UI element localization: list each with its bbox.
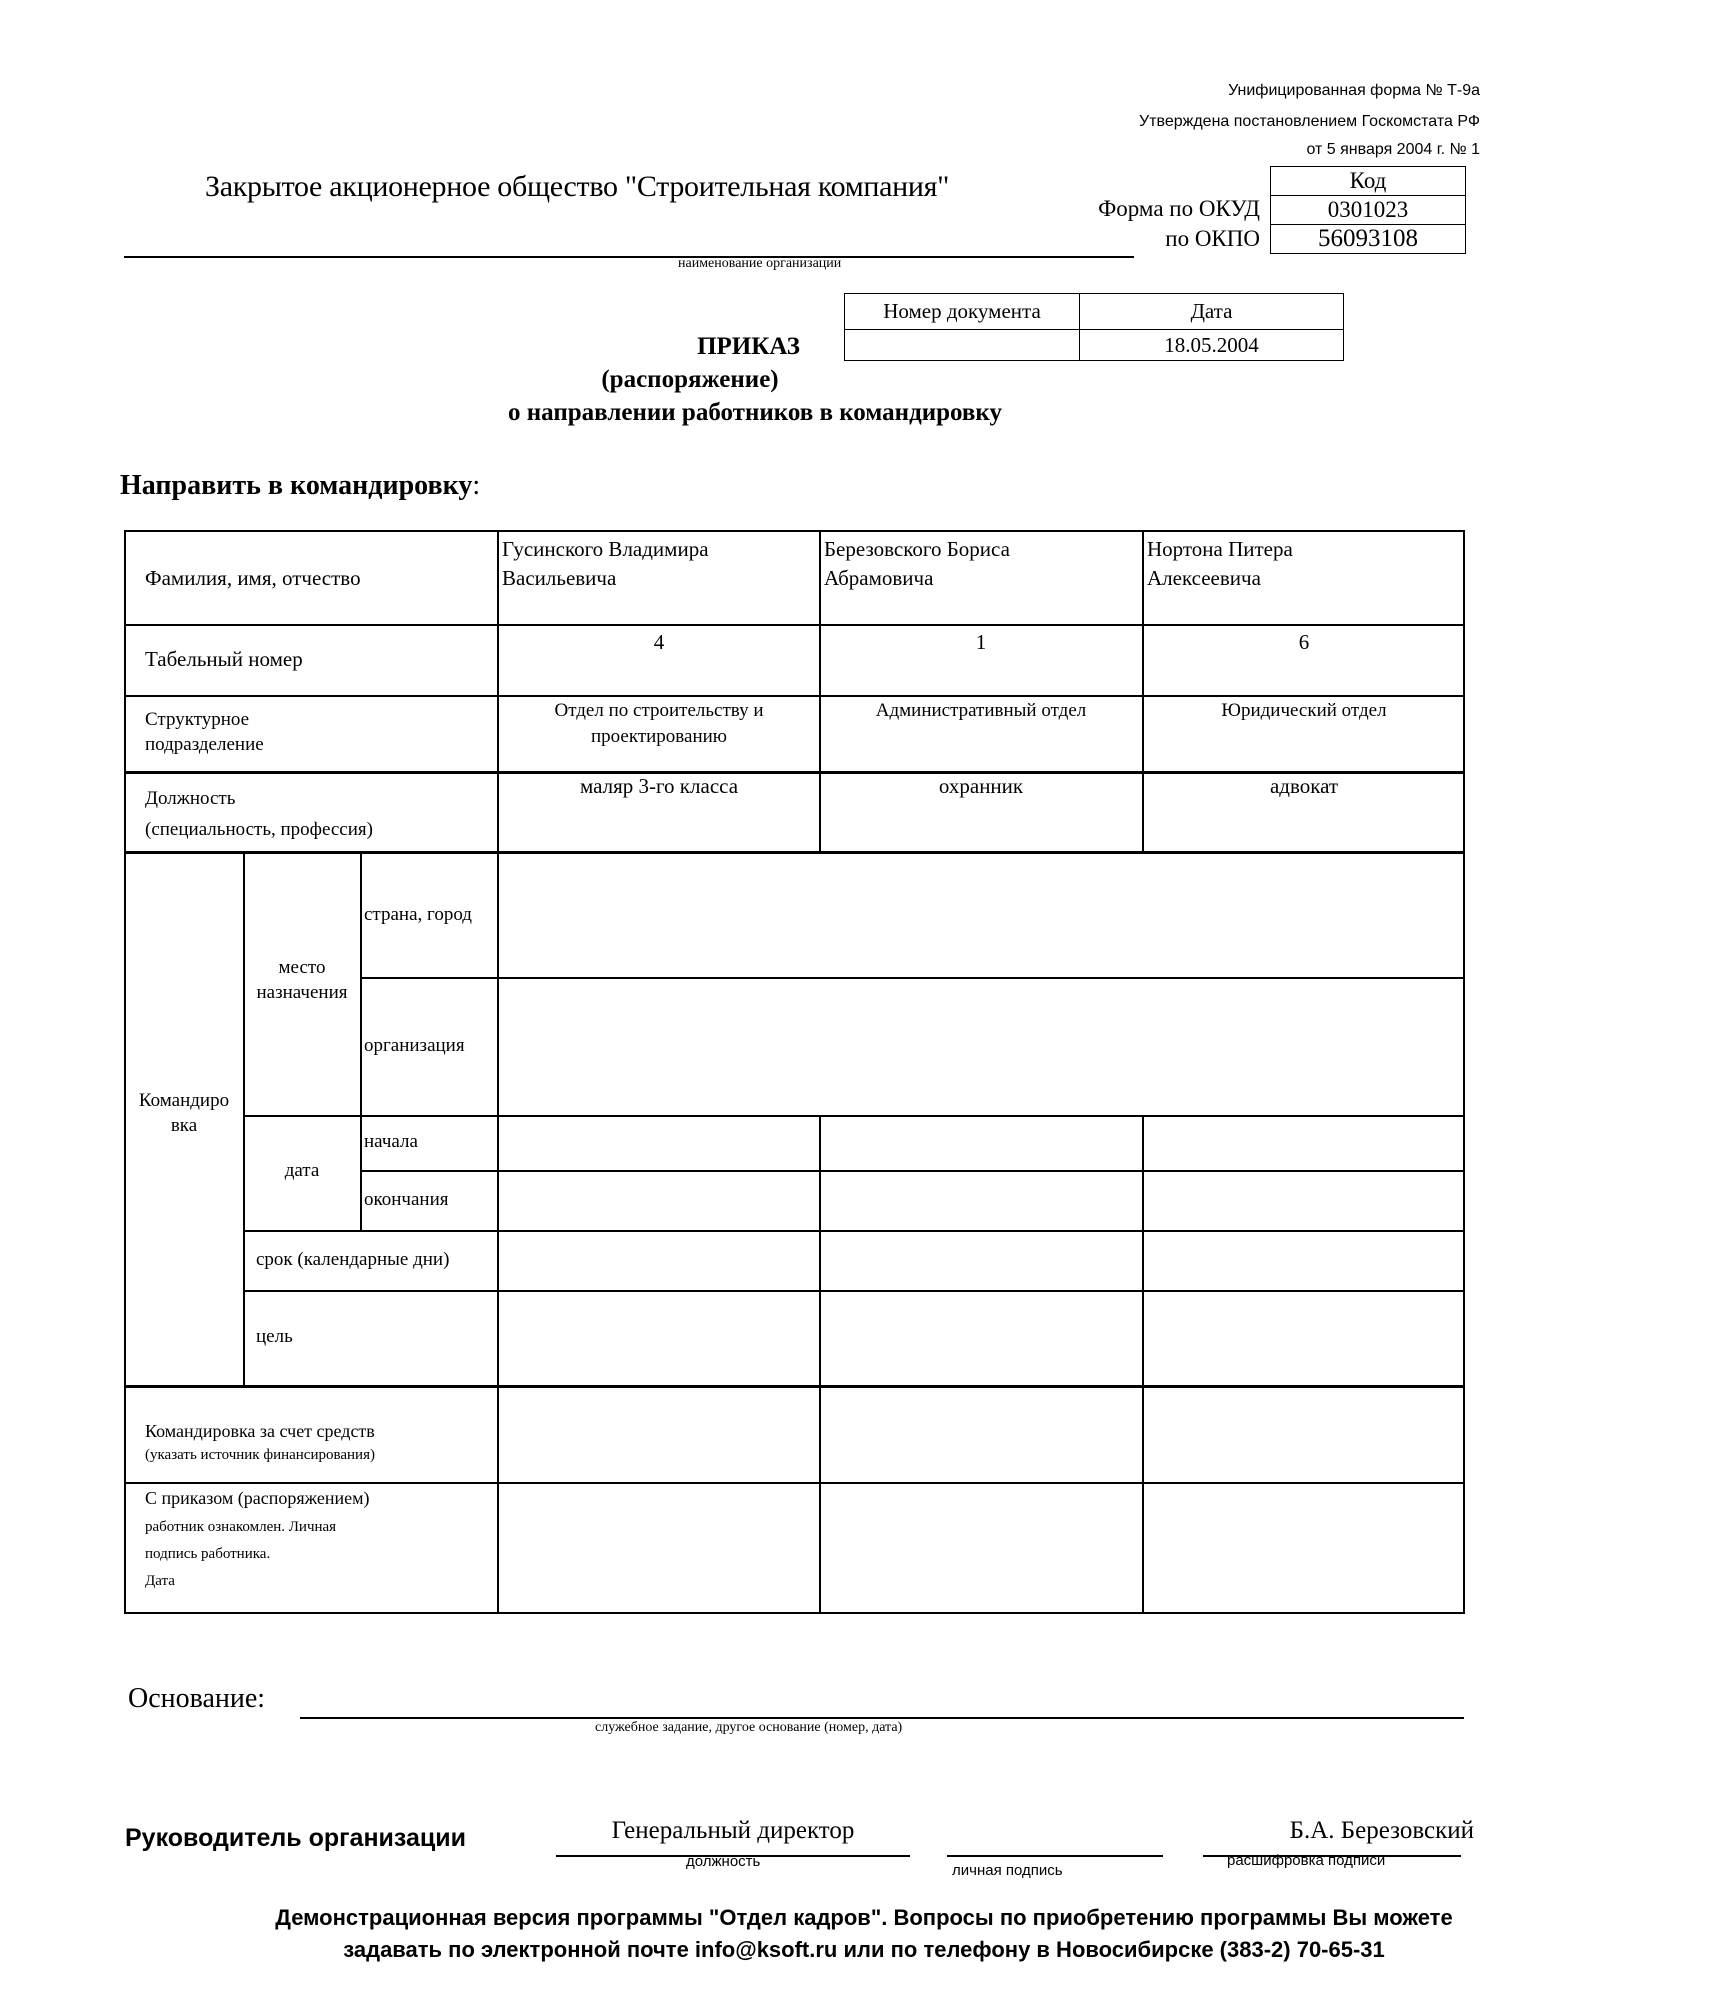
employee-3-fio: Нортона Питера Алексеевича [1147, 537, 1293, 590]
basis-caption: служебное задание, другое основание (номер, дата) [595, 1720, 903, 1735]
document-subtitle: (распоряжение) [601, 366, 779, 393]
employee-3-position: адвокат [1269, 774, 1339, 798]
label-acknowledgement: С приказом (распоряжением) работник ознакомлен. Личная подпись работника. Дата [145, 1488, 370, 1589]
label-funding: Командировка за счет средств (указать источник финансирования) [145, 1421, 375, 1463]
label-organization: организация [364, 1035, 465, 1056]
employee-2-division: Административный отдел [875, 700, 1087, 721]
label-tab-number: Табельный номер [145, 647, 303, 671]
label-purpose: цель [256, 1326, 293, 1347]
doc-date-header: Дата [1080, 294, 1344, 330]
code-table [1270, 166, 1466, 254]
head-label: Руководитель организации [125, 1824, 467, 1852]
document-number-date-table [844, 293, 1344, 361]
employee-1-tab-number: 4 [653, 630, 665, 654]
employee-1-position: маляр 3-го класса [579, 774, 739, 798]
label-date-start: начала [364, 1131, 418, 1152]
section-heading: Направить в командировку: [120, 470, 481, 501]
document-subject: о направлении работников в командировку [508, 399, 1002, 426]
label-position: Должность (специальность, профессия) [145, 788, 373, 840]
label-date-end: окончания [364, 1189, 449, 1210]
org-name-caption: наименование организации [678, 256, 842, 271]
signature-underline [947, 1855, 1163, 1857]
demo-notice-line1: Демонстрационная версия программы "Отдел кадров". Вопросы по приобретению программы Вы можете [275, 1905, 1453, 1930]
org-name-underline [124, 256, 1134, 258]
form-type-label: Унифицированная форма № Т-9а [1228, 82, 1480, 99]
label-destination: место назначения [256, 957, 348, 1003]
employee-3-tab-number: 6 [1298, 630, 1310, 654]
signature-caption: личная подпись [952, 1862, 1063, 1879]
label-fio: Фамилия, имя, отчество [145, 566, 361, 590]
demo-notice-line2: задавать по электронной почте info@ksoft.ru или по телефону в Новосибирске (383-2) 70-65-31 [343, 1937, 1385, 1962]
doc-date-value: 18.05.2004 [1080, 330, 1344, 361]
name-caption: расшифровка подписи [1227, 1852, 1386, 1869]
form-approval-label: Утверждена постановлением Госкомстата РФ [1139, 113, 1480, 130]
organization-name: Закрытое акционерное общество "Строительная компания" [205, 170, 950, 203]
employee-2-tab-number: 1 [975, 630, 987, 654]
code-header: Код [1271, 167, 1466, 196]
form-approval-date: от 5 января 2004 г. № 1 [1306, 141, 1480, 158]
okud-label: Форма по ОКУД [1098, 196, 1260, 221]
basis-label: Основание: [128, 1683, 266, 1714]
employee-2-fio: Березовского Бориса Абрамовича [824, 537, 1010, 590]
head-name: Б.А. Березовский [1289, 1817, 1474, 1844]
employee-1-fio: Гусинского Владимира Васильевича [502, 537, 709, 590]
position-caption: должность [686, 1853, 761, 1870]
doc-number-header: Номер документа [845, 294, 1080, 330]
label-date: дата [284, 1160, 320, 1181]
okpo-value: 56093108 [1271, 225, 1466, 254]
doc-number-value [845, 330, 1080, 361]
demo-notice [0, 1902, 1728, 1966]
okud-value: 0301023 [1271, 196, 1466, 225]
head-position: Генеральный директор [611, 1817, 855, 1844]
employee-2-position: охранник [938, 774, 1024, 798]
label-country-city: страна, город [364, 904, 472, 925]
okpo-label: по ОКПО [1165, 226, 1260, 251]
basis-underline [300, 1717, 1464, 1719]
label-division: Структурное подразделение [145, 709, 264, 755]
label-duration: срок (календарные дни) [256, 1249, 450, 1270]
employee-3-division: Юридический отдел [1221, 700, 1387, 721]
document-title: ПРИКАЗ [697, 333, 800, 360]
employee-1-division: Отдел по строительству и проектированию [554, 700, 764, 747]
label-trip: Командиро вка [138, 1090, 230, 1136]
